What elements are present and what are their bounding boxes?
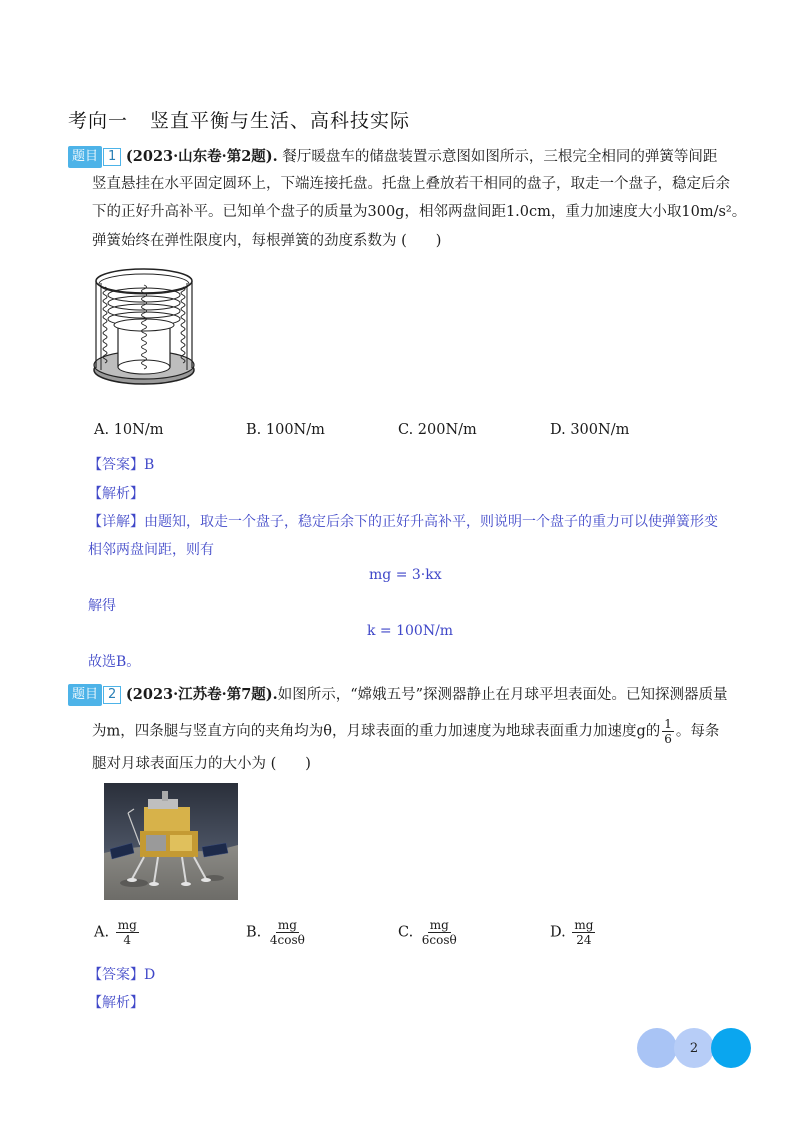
q1-option-c: C. 200N/m [398,422,477,438]
fraction-numerator: mg [117,918,137,932]
q1-answer: 【答案】B [88,457,155,473]
option-letter: C. [398,924,414,941]
section-title: 考向一 [68,110,129,132]
q2-option-c [398,918,461,947]
q2-option-a [94,918,141,947]
q2-analysis-label: 【解析】 [88,995,144,1011]
option-fraction [116,918,139,947]
option-fraction [572,918,595,947]
page-decor-left-circle [637,1028,677,1068]
fraction-denominator: 24 [576,933,592,947]
fraction-numerator: mg [574,918,594,932]
change5-lander-photo [104,783,238,900]
q2-line-2a: 为m，四条腿与竖直方向的夹角均为θ，月球表面的重力加速度为地球表面重力加速度g的 [92,723,661,740]
fraction-numerator: 1 [664,717,672,731]
q2-first-line [68,684,728,706]
q1-line-2: 竖直悬挂在水平固定圆环上，下端连接托盘。托盘上叠放若干相同的盘子，取走一个盘子，稳定后余 [92,176,730,192]
q2-option-d [550,918,597,947]
option-letter: B. [246,924,262,941]
fraction-denominator: 4 [123,933,132,947]
q2-line-3: 腿对月球表面压力的大小为 ( ) [92,756,311,772]
q2-option-b [246,918,309,947]
q1-source: (2023·山东卷·第2题). [125,148,278,165]
q1-equation-2: k = 100N/m [367,623,454,639]
q2-answer: 【答案】D [88,967,156,983]
fraction-denominator: 4cosθ [269,933,305,947]
fraction-denominator: 6cosθ [421,933,457,947]
fraction-numerator: mg [429,918,449,932]
q1-detail-1: 【详解】由题知，取走一个盘子，稳定后余下的正好升高补平，则说明一个盘子的重力可以使弹簧形变 [88,514,718,530]
fraction-numerator: mg [277,918,297,932]
q1-line-1: 餐厅暖盘车的储盘装置示意图如图所示，三根完全相同的弹簧等间距 [282,149,718,165]
question-tag: 题目 [68,146,102,168]
q2-line-1: 如图所示，“嫦娥五号”探测器静止在月球平坦表面处。已知探测器质量 [277,687,728,703]
q2-source: (2023·江苏卷·第7题). [125,686,278,703]
q1-option-b: B. 100N/m [246,422,325,438]
q1-first-line [68,146,717,168]
option-fraction [420,918,459,947]
q1-line-3: 下的正好升高补平。已知单个盘子的质量为300g，相邻两盘间距1.0cm，重力加速度大小取10m/s²。 [92,204,747,220]
section-heading [68,106,410,133]
q1-line-4: 弹簧始终在弹性限度内，每根弹簧的劲度系数为 ( ) [92,233,442,249]
q2-line-2 [92,717,719,746]
q1-solve-label: 解得 [88,598,116,614]
page-decor-right-circle [711,1028,751,1068]
section-subtitle: 竖直平衡与生活、高科技实际 [150,110,411,132]
page-number: 2 [674,1028,714,1068]
fraction-denominator: 6 [664,732,672,746]
question-number: 1 [103,148,121,166]
q1-option-a: A. 10N/m [94,422,164,438]
option-letter: A. [94,924,110,941]
q1-option-d: D. 300N/m [550,422,630,438]
q1-analysis-label: 【解析】 [88,486,144,502]
one-sixth-fraction [662,717,674,746]
q1-equation-1: mg = 3·kx [369,567,442,583]
q1-detail-2: 相邻两盘间距，则有 [88,542,214,558]
option-letter: D. [550,924,566,941]
q1-choose: 故选B。 [88,654,141,670]
question-number: 2 [103,686,121,704]
q2-line-2b: 。每条 [675,723,720,740]
option-fraction [268,918,307,947]
plate-warmer-diagram [88,265,200,395]
question-tag: 题目 [68,684,102,706]
